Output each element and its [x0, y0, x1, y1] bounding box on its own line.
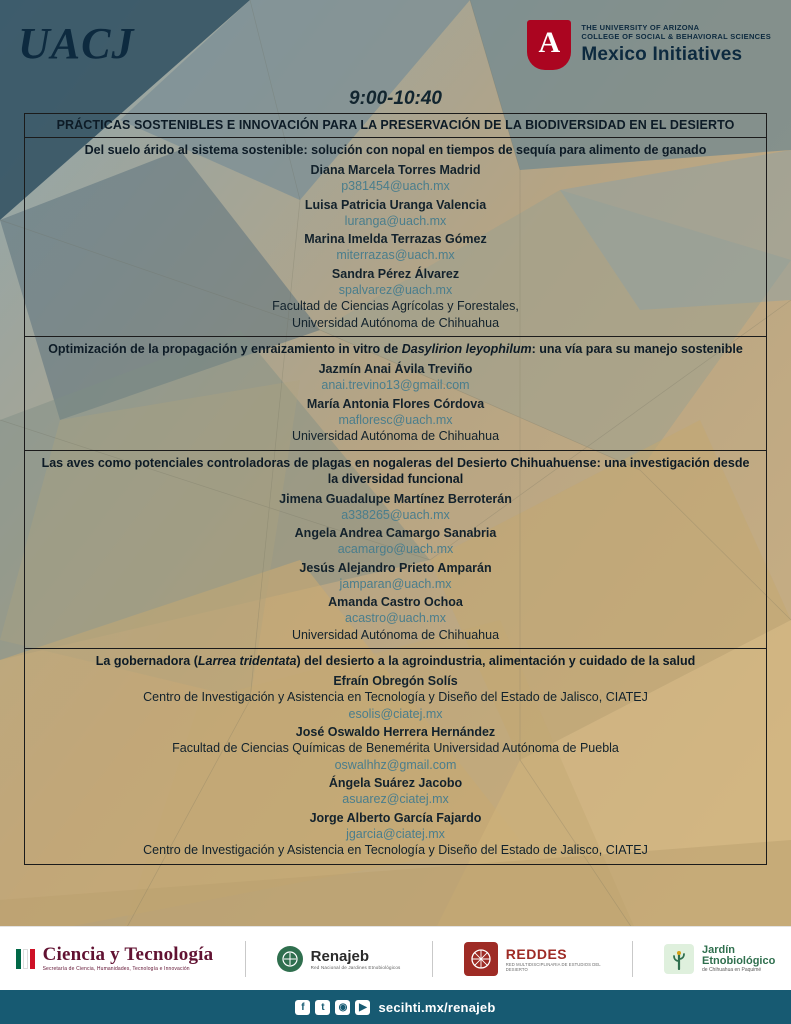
- author-name: Jimena Guadalupe Martínez Berroterán: [279, 491, 512, 506]
- author-name: Luisa Patricia Uranga Valencia: [304, 197, 487, 212]
- author-email[interactable]: a338265@uach.mx: [341, 507, 450, 522]
- talk-entry: [25, 649, 766, 864]
- author-email[interactable]: oswalhhz@gmail.com: [334, 757, 457, 772]
- cactus-plant-icon: [664, 944, 694, 974]
- twitter-icon[interactable]: t: [315, 1000, 330, 1015]
- affiliation: Universidad Autónoma de Chihuahua: [291, 315, 500, 330]
- author-name: Ángela Suárez Jacobo: [328, 776, 463, 790]
- arizona-shield-letter: A: [538, 26, 561, 59]
- author-name: Marina Imelda Terrazas Gómez: [304, 232, 487, 246]
- program-table: [24, 113, 767, 865]
- uacj-logo: UACJ: [18, 19, 135, 68]
- talk-entry: [25, 337, 766, 451]
- author-name: Diana Marcela Torres Madrid: [310, 163, 481, 177]
- ciencia-title: Ciencia y Tecnología: [42, 943, 214, 965]
- footer-divider: [245, 941, 246, 977]
- footer-divider-3: [632, 941, 633, 977]
- youtube-icon[interactable]: ▶: [355, 1000, 370, 1015]
- instagram-icon[interactable]: ◉: [335, 1000, 350, 1015]
- logo-renajeb: [277, 946, 401, 972]
- affiliation: Universidad Autónoma de Chihuahua: [291, 429, 500, 443]
- university-of-arizona-logo: [527, 20, 771, 70]
- logo-reddes: [464, 942, 601, 976]
- author-email[interactable]: jgarcia@ciatej.mx: [346, 826, 445, 841]
- session-band-title: PRÁCTICAS SOSTENIBLES E INNOVACIÓN PARA LA PRESERVACIÓN DE LA BIODIVERSIDAD EN EL DESIERTO: [25, 114, 766, 138]
- author-name: Efraín Obregón Solís: [333, 674, 458, 688]
- author-email[interactable]: esolis@ciatej.mx: [348, 706, 443, 721]
- page-header: [0, 0, 791, 86]
- author-email[interactable]: acastro@uach.mx: [345, 611, 446, 626]
- social-icons: [295, 1000, 370, 1015]
- talk-title: Del suelo árido al sistema sostenible: solución con nopal en tiempos de sequía para alimento de ganado: [84, 143, 707, 157]
- footer-social-bar: [0, 990, 791, 1024]
- sponsor-footer: [0, 926, 791, 990]
- talk-entry: [25, 451, 766, 650]
- author-email[interactable]: spalvarez@uach.mx: [338, 282, 453, 297]
- ciencia-subtitle: Secretaría de Ciencia, Humanidades, Tecnología e Innovación: [42, 965, 190, 972]
- author-name: Jorge Alberto García Fajardo: [309, 810, 482, 825]
- author-name: Amanda Castro Ochoa: [328, 595, 463, 609]
- facebook-icon[interactable]: f: [295, 1000, 310, 1015]
- jardin-subtitle: de Chihuahua en Paquimé: [702, 967, 762, 973]
- talk-title: Las aves como potenciales controladoras de plagas en nogaleras del Desierto Chihuahuense: una investigación desde la diversidad funcional: [41, 455, 750, 486]
- author-name: Jesús Alejandro Prieto Amparán: [299, 560, 492, 575]
- talk-entry: [25, 138, 766, 337]
- reddes-subtitle-2: DESIERTO: [505, 966, 528, 972]
- ua-line-2: COLLEGE OF SOCIAL & BEHAVIORAL SCIENCES: [581, 32, 771, 42]
- affiliation: Facultad de Ciencias Agrícolas y Forestales,: [272, 299, 519, 313]
- renajeb-title: Renajeb: [310, 947, 369, 965]
- author-name: Angela Andrea Camargo Sanabria: [294, 526, 497, 540]
- author-name: Sandra Pérez Álvarez: [331, 266, 460, 281]
- arizona-shield-icon: [527, 20, 571, 70]
- affiliation: Facultad de Ciencias Químicas de Benemérita Universidad Autónoma de Puebla: [172, 741, 619, 756]
- talk-title: La gobernadora (Larrea tridentata) del desierto a la agroindustria, alimentación y cuidado de la salud: [95, 654, 696, 668]
- author-name: María Antonia Flores Córdova: [306, 396, 485, 411]
- author-email[interactable]: jamparan@uach.mx: [339, 576, 452, 591]
- jardin-title-2: Etnobiológico: [702, 955, 776, 967]
- author-email[interactable]: luranga@uach.mx: [344, 213, 447, 228]
- talk-title: Optimización de la propagación y enraizamiento in vitro de Dasylirion leyophilum: una vía para su manejo sostenible: [48, 342, 743, 356]
- reddes-title: REDDES: [505, 945, 568, 962]
- author-name: Jazmín Anai Ávila Treviño: [318, 362, 473, 376]
- session-time: 9:00-10:40: [349, 88, 442, 109]
- mexico-seal-icon: [16, 949, 35, 969]
- author-email[interactable]: miterrazas@uach.mx: [336, 248, 455, 263]
- author-email[interactable]: asuarez@ciatej.mx: [342, 792, 449, 807]
- ua-line-1: THE UNIVERSITY OF ARIZONA: [581, 23, 700, 33]
- affiliation: Universidad Autónoma de Chihuahua: [291, 627, 500, 642]
- affiliation: Centro de Investigación y Asistencia en Tecnología y Diseño del Estado de Jalisco, CIATEJ: [143, 690, 648, 705]
- author-name: José Oswaldo Herrera Hernández: [295, 725, 496, 739]
- author-email[interactable]: acamargo@uach.mx: [337, 542, 454, 557]
- author-email[interactable]: mafloresc@uach.mx: [338, 412, 453, 427]
- author-email[interactable]: anai.trevino13@gmail.com: [321, 378, 470, 393]
- reddes-subtitle: RED MULTIDISCIPLINARIA DE ESTUDIOS DEL: [505, 961, 601, 967]
- renajeb-icon: [277, 946, 303, 972]
- author-email[interactable]: p381454@uach.mx: [341, 179, 450, 194]
- footer-divider-2: [432, 941, 433, 977]
- logo-ciencia-y-tecnologia: [16, 945, 214, 972]
- renajeb-subtitle: Red Nacional de Jardines Etnobiológicos: [310, 964, 401, 970]
- jardin-title-1: Jardín: [702, 944, 736, 956]
- ua-line-3: Mexico Initiatives: [581, 43, 743, 65]
- reddes-icon: [464, 942, 498, 976]
- affiliation: Centro de Investigación y Asistencia en Tecnología y Diseño del Estado de Jalisco, CIATEJ: [143, 843, 648, 857]
- logo-jardin-etnobiologico: [664, 944, 775, 974]
- talks-container: [25, 138, 766, 864]
- footer-url[interactable]: secihti.mx/renajeb: [378, 999, 496, 1015]
